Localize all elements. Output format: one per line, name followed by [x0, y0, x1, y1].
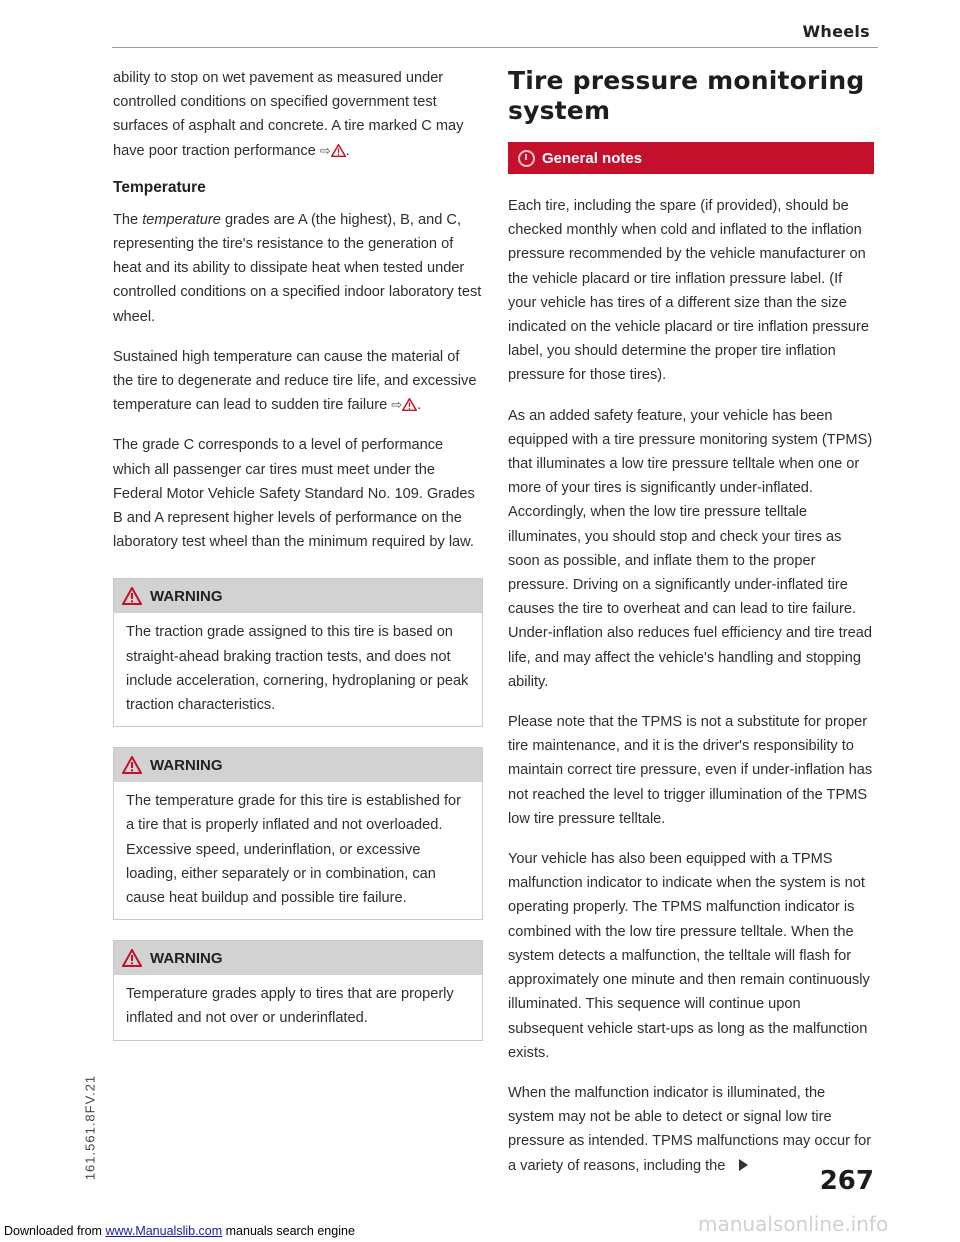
warning-label: WARNING: [150, 587, 223, 605]
warning-label: WARNING: [150, 756, 223, 774]
right-column: [508, 66, 874, 1194]
tpms-paragraph-4: Your vehicle has also been equipped with a TPMS malfunction indicator to indicate when the system is not operating properly. The TPMS malfunction indicator is combined with the low tire pressure telltale. When the system detects a malfunction, the telltale will flash for approximately one minute and then remain continuously illuminated. This sequence will continue upon subsequent vehicle start-ups as long as the malfunction exists.: [508, 851, 870, 1061]
warning-header: [114, 579, 482, 613]
page-title: Tire pressure monitoring system: [508, 66, 865, 125]
warning-triangle-icon: [122, 587, 142, 605]
tpms-paragraph-5: When the malfunction indicator is illuminated, the system may not be able to detect or signal low tire pressure as intended. TPMS malfunctions may occur for a variety of reasons, including the: [508, 1084, 872, 1174]
temperature-paragraph-2: Sustained high temperature can cause the material of the tire to degenerate and reduce tire life, and excessive temperature can lead to sudden tire failure ⇨ .: [113, 348, 477, 414]
warning-box-traction: [113, 578, 483, 727]
section-header: Wheels: [802, 22, 870, 41]
continue-arrow-icon: [739, 1159, 748, 1171]
reference-arrow-icon: ⇨: [319, 142, 331, 158]
warning-triangle-icon: [331, 144, 346, 157]
general-notes-bar: [508, 142, 874, 174]
intro-paragraph: ability to stop on wet pavement as measured under controlled conditions on specified government test surfaces of asphalt and concrete. A tire marked C may have poor traction performance ⇨ .: [113, 70, 464, 159]
warning-triangle-icon: [122, 949, 142, 967]
warning-header: [114, 748, 482, 782]
header-rule: [112, 47, 878, 48]
tpms-paragraph-1: Each tire, including the spare (if provided), should be checked monthly when cold and inflated to the inflation pressure recommended by the vehicle manufacturer on the vehicle placard or tire inflation pressure label. (If your vehicle has tires of a different size than the size indicated on the vehicle placard or tire inflation pressure label, you should determine the proper tire inflation pressure for those tires).: [508, 198, 869, 384]
page-number: 267: [819, 1166, 874, 1196]
watermark-logo: manualsonline.info: [698, 1212, 889, 1236]
reference-arrow-icon: ⇨: [391, 397, 403, 413]
temperature-paragraph-3: The grade C corresponds to a level of performance which all passenger car tires must meet under the Federal Motor Vehicle Safety Standard No. 109. Grades B and A represent higher levels of performance on the laboratory test wheel than the minimum required by law.: [113, 437, 475, 551]
manualslib-link[interactable]: www.Manualslib.com: [105, 1224, 223, 1238]
temperature-heading: Temperature: [113, 178, 206, 196]
footer-download-note: Downloaded from www.Manualslib.com manuals search engine: [4, 1224, 355, 1238]
warning-text: The traction grade assigned to this tire is based on straight-ahead braking traction tests, and does not include acceleration, cornering, hydroplaning or peak traction characteristics.: [126, 624, 469, 714]
tpms-paragraph-2: As an added safety feature, your vehicle has been equipped with a tire pressure monitoring system (TPMS) that illuminates a low tire pressure telltale when one or more of your tires is significantly under-inflated. Accordingly, when the low tire pressure telltale illuminates, you should stop and check your tires as soon as possible, and inflate them to the proper pressure. Driving on a significantly under-inflated tire causes the tire to overheat and can lead to tire failure. Under-inflation also reduces fuel efficiency and tire tread life, and may affect the vehicle's handling and stopping ability.: [508, 407, 873, 690]
warning-box-temperature: [113, 747, 483, 920]
tpms-paragraph-3: Please note that the TPMS is not a substitute for proper tire maintenance, and it is the driver's responsibility to maintain correct tire pressure, even if under-inflation has not reached the level to trigger illumination of the TPMS low tire pressure telltale.: [508, 714, 873, 827]
warning-box-inflation: [113, 940, 483, 1040]
warning-text: The temperature grade for this tire is established for a tire that is properly inflated and not overloaded. Excessive speed, underinflation, or excessive loading, either separately or in combination, can cause heat buildup and possible tire failure.: [126, 793, 462, 907]
info-icon: [518, 150, 535, 167]
warning-text: Temperature grades apply to tires that are properly inflated and not over or underinflated.: [126, 986, 454, 1027]
warning-triangle-icon: [402, 398, 417, 411]
warning-label: WARNING: [150, 949, 223, 967]
warning-header: [114, 941, 482, 975]
doc-code: 161.561.8FV.21: [82, 1074, 98, 1181]
temperature-paragraph-1: The temperature grades are A (the highest), B, and C, representing the tire's resistance to the generation of heat and its ability to dissipate heat when tested under controlled conditions on a specified indoor laboratory test wheel.: [113, 211, 482, 325]
left-column: [113, 66, 483, 1061]
warning-triangle-icon: [122, 756, 142, 774]
general-notes-label: General notes: [542, 149, 643, 167]
